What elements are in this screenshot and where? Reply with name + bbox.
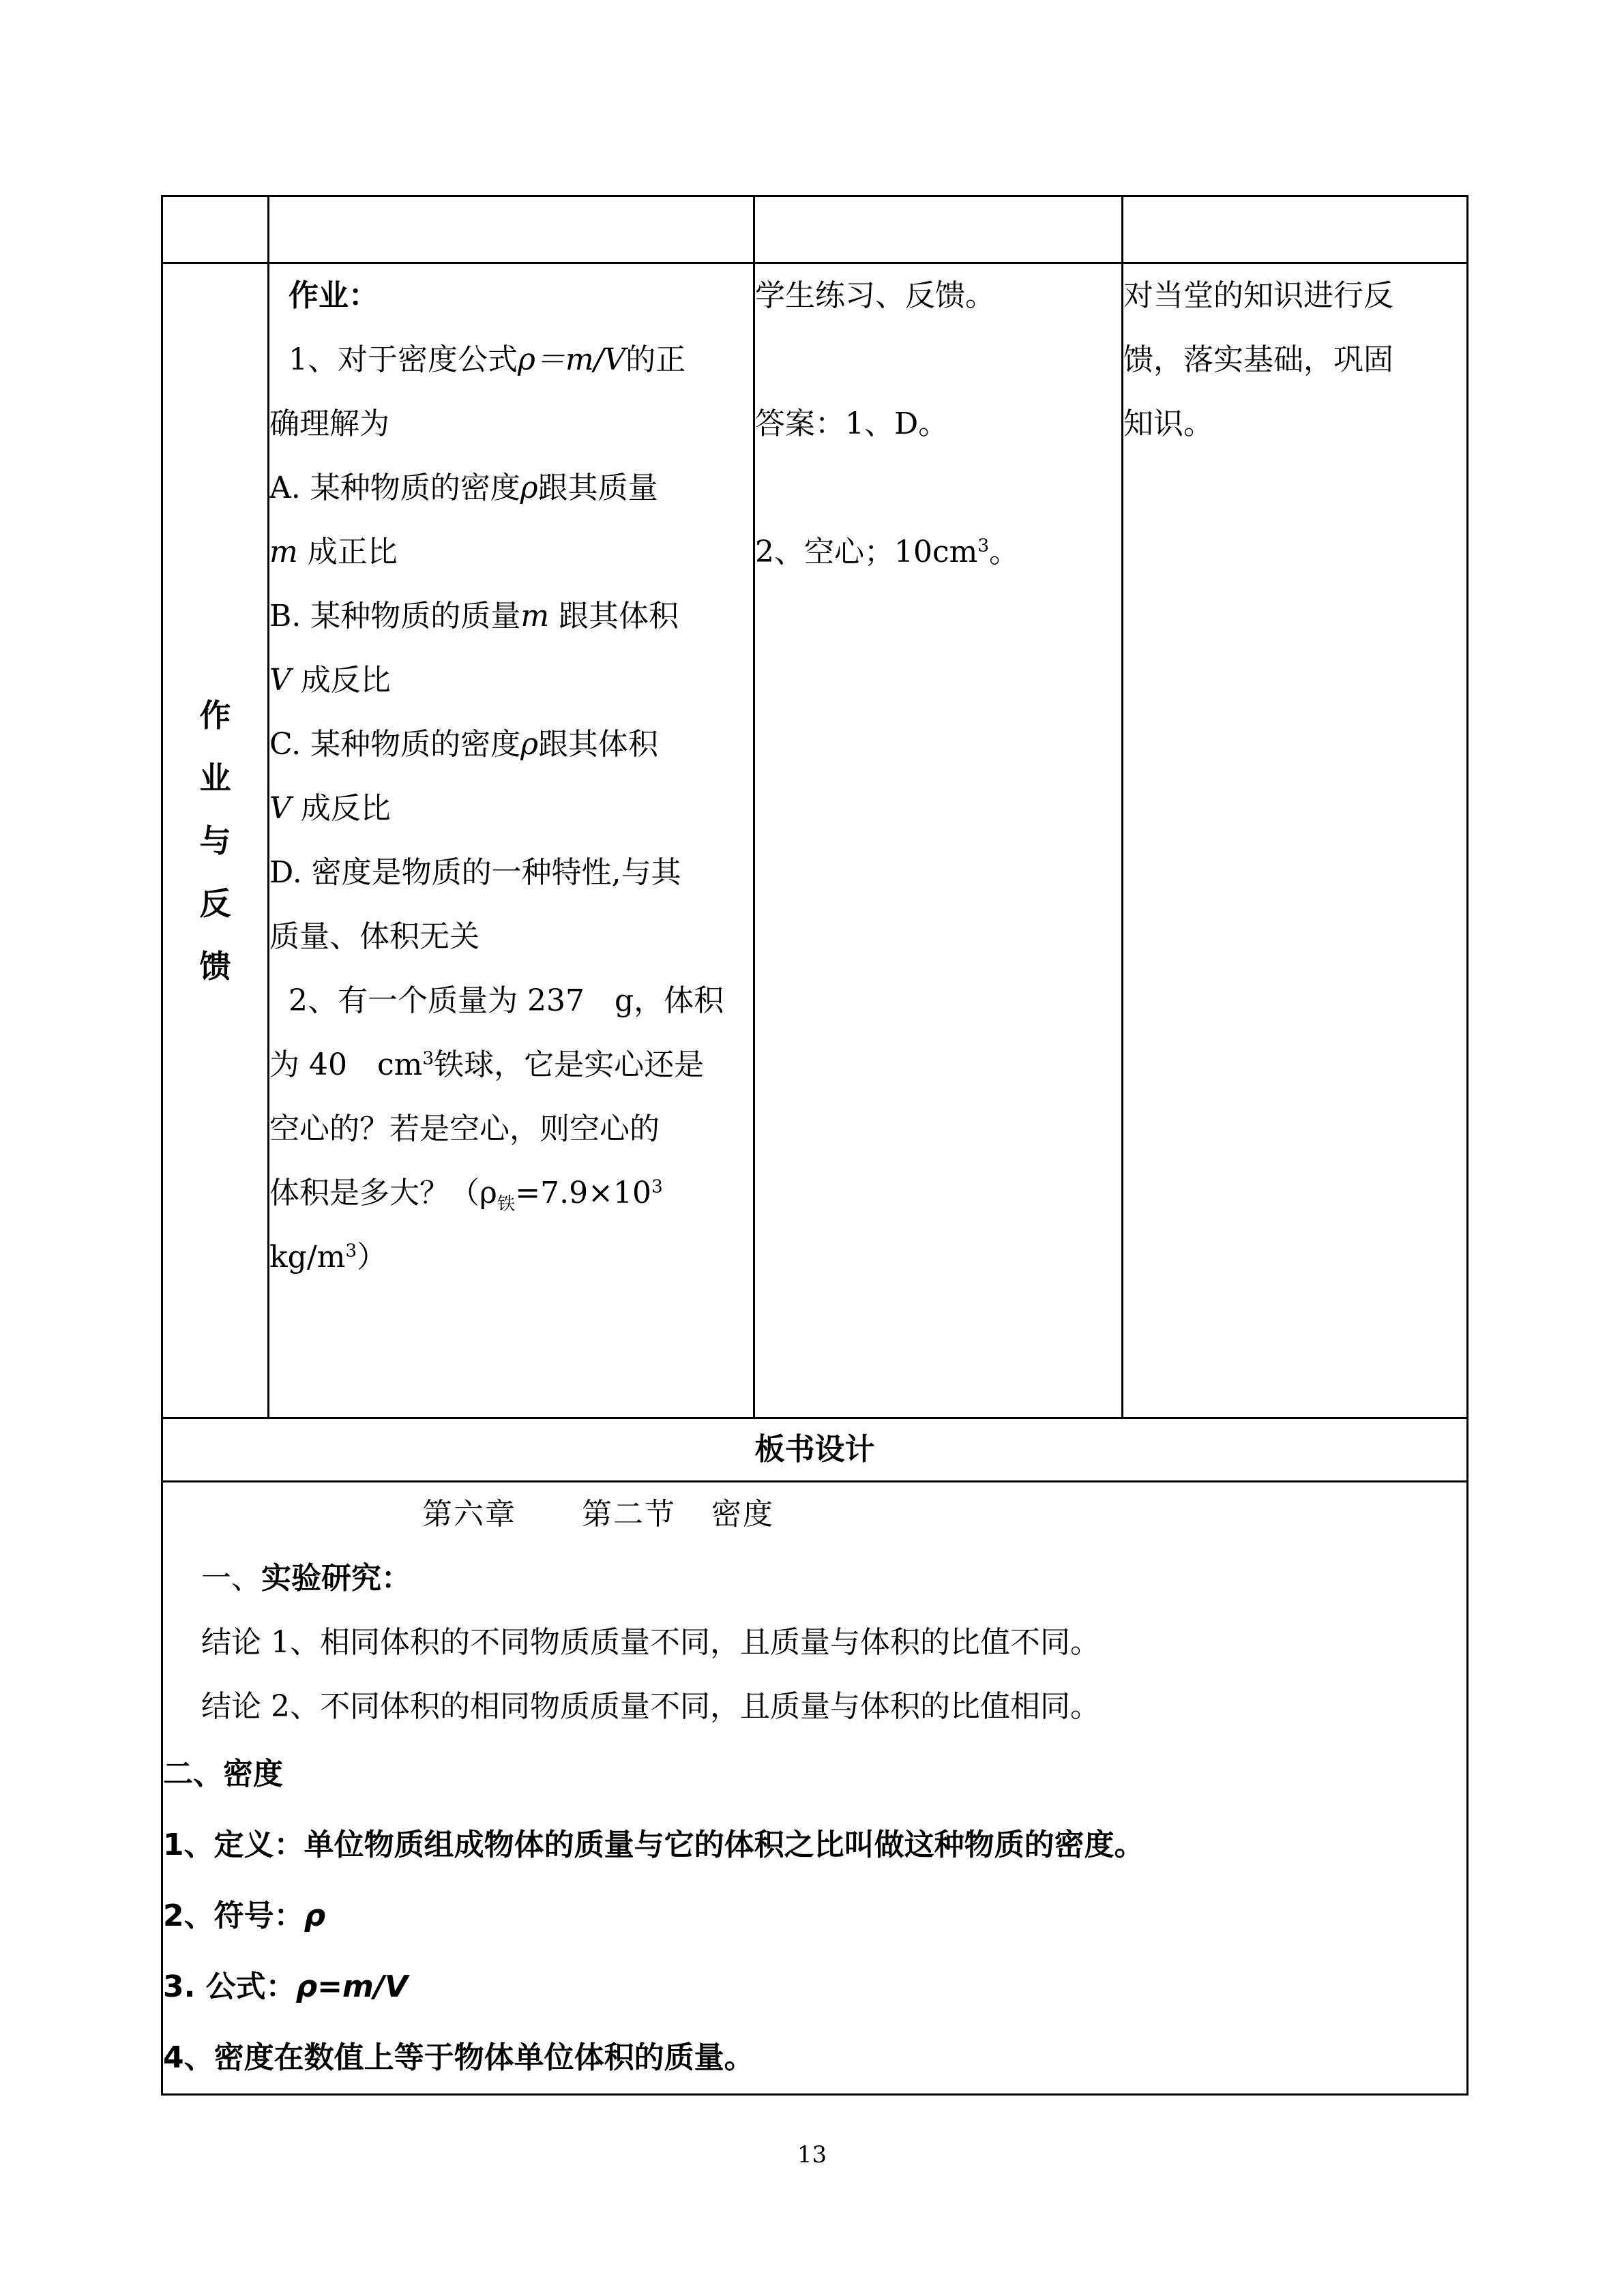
homework-label: 作 业 与 反 馈 xyxy=(199,696,231,985)
page-number: 13 xyxy=(797,2141,827,2168)
option-a-line2: m 成正比 xyxy=(269,535,398,569)
spacer xyxy=(755,456,1121,520)
symbol-item: 2、符号：ρ xyxy=(163,1898,326,1933)
question-2-line4: 体积是多大？（$\rho_铁=7.9\times 10^3$ xyxy=(269,1176,663,1214)
option-b-line2: V 成反比 xyxy=(269,663,391,698)
homework-row xyxy=(162,263,1468,1418)
design-intent-line: 馈，落实基础，巩固 xyxy=(1123,342,1393,377)
option-c-line2: V 成反比 xyxy=(269,791,391,826)
homework-label-cell xyxy=(162,263,269,1418)
empty-cell xyxy=(754,196,1123,263)
question-1: 1、对于密度公式ρ＝m/V的正 xyxy=(289,342,686,377)
part-1-heading: 一、实验研究： xyxy=(201,1561,411,1596)
question-1-line2: 确理解为 xyxy=(269,406,389,441)
option-d: D. 密度是物质的一种特性,与其 xyxy=(269,855,681,890)
definition-item: 1、定义：单位物质组成物体的质量与它的体积之比叫做这种物质的密度。 xyxy=(163,1828,1145,1862)
empty-row xyxy=(162,196,1468,263)
question-2-line3: 空心的？若是空心，则空心的 xyxy=(269,1112,660,1146)
question-2-line2: 为 40 $cm^3$铁球，它是实心还是 xyxy=(269,1047,705,1082)
option-d-line2: 质量、体积无关 xyxy=(269,919,479,954)
empty-cell xyxy=(162,196,269,263)
board-design-title: 板书设计 xyxy=(162,1418,1468,1482)
topic-label: 密度 xyxy=(711,1497,774,1532)
empty-cell xyxy=(269,196,754,263)
conclusion-1: 结论 1、相同体积的不同物质质量不同，且质量与体积的比值不同。 xyxy=(201,1625,1100,1660)
option-c: C. 某种物质的密度ρ跟其体积 xyxy=(269,727,658,762)
spacer xyxy=(755,328,1121,392)
question-2-line5: $kg/m^3$） xyxy=(269,1240,387,1274)
option-a: A. 某种物质的密度ρ跟其质量 xyxy=(269,471,658,505)
student-activity: 学生练习、反馈。 xyxy=(755,278,995,313)
student-activity-cell xyxy=(754,263,1123,1418)
design-intent-line: 对当堂的知识进行反 xyxy=(1123,278,1393,313)
empty-cell xyxy=(1123,196,1468,263)
option-b: B. 某种物质的质量m 跟其体积 xyxy=(269,599,679,633)
homework-title: 作业： xyxy=(289,278,379,313)
part-2-heading: 二、密度 xyxy=(163,1757,283,1791)
conclusion-2: 结论 2、不同体积的相同物质质量不同，且质量与体积的比值相同。 xyxy=(201,1689,1100,1724)
answer-1: 答案：1、D。 xyxy=(755,406,949,441)
board-design-title-row xyxy=(162,1418,1468,1482)
design-intent-line: 知识。 xyxy=(1123,406,1213,441)
question-2: 2、有一个质量为 237 g，体积 xyxy=(289,983,724,1018)
board-design-row xyxy=(162,1482,1468,2095)
section-label: 第二节 xyxy=(582,1497,676,1532)
design-intent-cell xyxy=(1123,263,1468,1418)
homework-content-cell xyxy=(269,263,754,1418)
board-design-content xyxy=(162,1482,1468,2095)
lesson-plan-table xyxy=(161,195,1468,2096)
formula-item: 3. 公式：ρ=m/V xyxy=(163,1969,408,2004)
answer-2: 2、空心；$10cm^3$。 xyxy=(755,535,1020,569)
meaning-item: 4、密度在数值上等于物体单位体积的质量。 xyxy=(163,2040,754,2075)
chapter-label: 第六章 xyxy=(422,1497,516,1532)
chapter-heading xyxy=(163,1482,1466,1547)
